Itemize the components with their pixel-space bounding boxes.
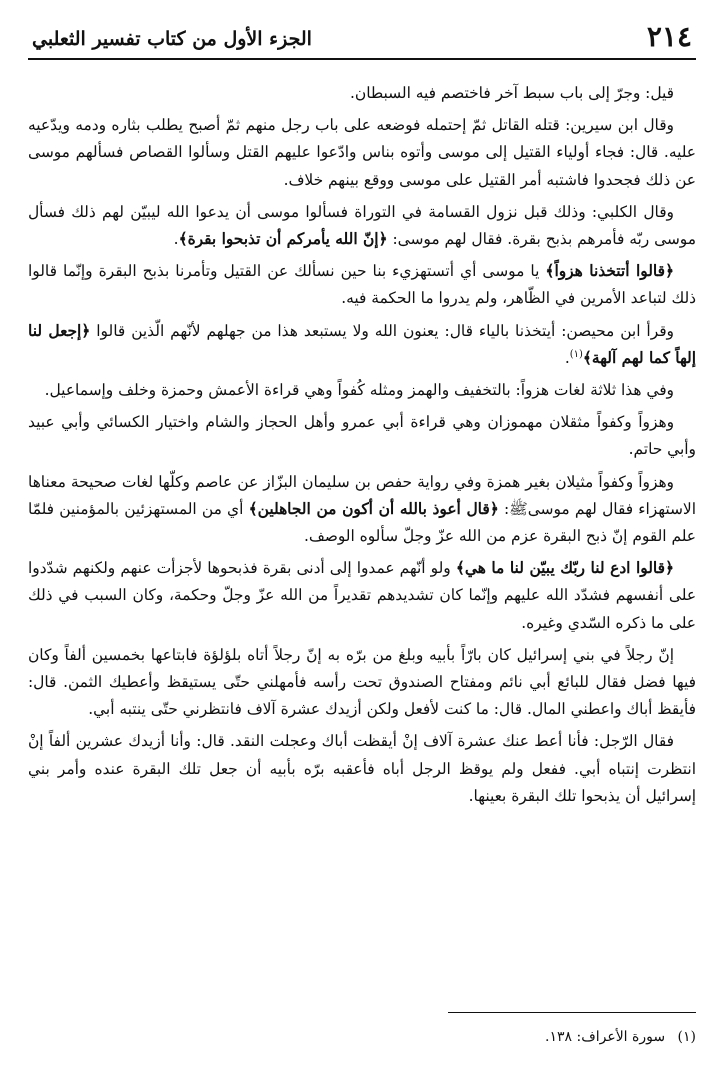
paragraph bbox=[28, 258, 696, 312]
paragraph bbox=[28, 80, 696, 107]
page-header bbox=[28, 18, 696, 60]
paragraph bbox=[28, 642, 696, 724]
paragraph-text: وقرأ ابن محيصن: أيتخذنا بالياء قال: يعنون الله ولا يستبعد هذا من جهلهم لأنّهم الّذين قالوا bbox=[96, 321, 674, 340]
footnote-text: سورة الأعراف: ١٣٨. bbox=[545, 1029, 666, 1045]
footnote-marker: (١) bbox=[677, 1029, 696, 1045]
paragraph bbox=[28, 409, 696, 463]
quran-quote: ﴿قالوا ادع لنا ربّك يبيّن لنا ما هي﴾ bbox=[455, 559, 674, 578]
page-body bbox=[28, 80, 696, 810]
book-page bbox=[28, 18, 696, 1075]
paragraph bbox=[28, 469, 696, 551]
paragraph-text: . bbox=[564, 348, 570, 367]
quran-quote: ﴿إنّ الله يأمركم أن تذبحوا بقرة﴾ bbox=[178, 230, 388, 249]
paragraph-text: إنّ رجلاً في بني إسرائيل كان بارّاً بأبيه وبلغ من برّه به إنّ رجلاً أتاه بلؤلؤة فابتاعها بخمسين ألفاً وكان فيها فضل فقال للبائع أبي نائم ومفتاح الصندوق تحت رأسه فأمهلني حتّى يستيقظ وأعطيك الثمن. قال: فأيقظ أباك واعطني المال. قال: ما كنت لأفعل ولكن أزيدك عشرة آلاف فانتظرني حتّى ينتبه أبي. bbox=[28, 645, 696, 719]
paragraph bbox=[28, 112, 696, 194]
paragraph-text: قيل: وجرّ إلى باب سبط آخر فاختصم فيه السبطان. bbox=[350, 84, 674, 102]
footnote-reference: (١) bbox=[569, 348, 583, 360]
paragraph-text: ولو أنّهم عمدوا إلى أدنى بقرة فذبحوها لأجزأت عنهم ولكنهم شدّدوا على أنفسهم فشدّد الله عليهم وإنّما كان تشديدهم تقديراً من الله عزّ وجلّ وحكمة، وكان السبب في ذلك على ما ذكره السّدي وغيره. bbox=[28, 559, 696, 632]
paragraph-text: وقال ابن سيرين: قتله القاتل ثمّ إحتمله فوضعه على باب رجل منهم ثمّ أصبح يطلب بثاره ودمه ويدّعيه عليه. قال: فجاء أولياء القتيل إلى موسى وأتوه بناس وادّعوا عليهم القتل وسألوا القصاص فسألهم موسى عن ذلك فجحدوا فاشتبه أمر القتيل على موسى ووقع بينهم خلاف. bbox=[28, 116, 696, 189]
paragraph-text: وفي هذا ثلاثة لغات هزواً: بالتخفيف والهمز ومثله كُفواً وهي قراءة الأعمش وحمزة وخلف وإسماعيل. bbox=[44, 381, 674, 400]
running-title: الجزء الأول من كتاب تفسير الثعلبي bbox=[32, 28, 312, 50]
paragraph bbox=[28, 377, 696, 404]
paragraph-text: وقال الكلبي: وذلك قبل نزول القسامة في التوراة فسألوا موسى أن يدعوا الله ليبيّن لهم ذلك فسأل موسى ربّه فأمرهم بذبح بقرة. فقال لهم موسى: bbox=[28, 202, 696, 249]
footnote bbox=[545, 1026, 696, 1048]
paragraph bbox=[28, 555, 696, 637]
quran-quote: ﴿إجعل لنا إلهاً كما لهم آلهة﴾ bbox=[28, 321, 696, 367]
quran-quote: ﴿قال أعوذ بالله أن أكون من الجاهلين﴾ bbox=[248, 499, 499, 518]
paragraph-text: فقال الرّجل: فأنا أعط عنك عشرة آلاف إنْ أيقظت أباك وعجلت النقد. قال: وأنا أزيدك عشرين ألفاً إنْ انتظرت إنتباه أبي. ففعل ولم يوقظ الرجل أباه فأعقبه برّه بأبيه أن جعل تلك البقرة عنده وأمر بني إسرائيل أن يذبحوا تلك البقرة بعينها. bbox=[28, 732, 696, 805]
paragraph-text: وهزواً وكفواً مثيلان بغير همزة وفي رواية حفص بن سليمان البزّاز عن عاصم وكلّها لغات صحيحة معناها الاستهزاء فقال لهم موسىﷺ: bbox=[28, 472, 696, 518]
quran-quote: ﴿قالوا أتتخذنا هزواً﴾ bbox=[545, 262, 674, 281]
paragraph-text: يا موسى أي أتستهزيء بنا حين نسألك عن القتيل وتأمرنا بذبح البقرة وإنّما قالوا ذلك لتباعد الأمرين في الظّاهر، ولم يدروا ما الحكمة فيه. bbox=[28, 262, 696, 308]
paragraph-text: وهزواً وكفواً مثقلان مهموزان وهي قراءة أبي عمرو وأهل الحجاز والشام واختيار الكسائي وأبي عبيد وأبي حاتم. bbox=[28, 413, 696, 459]
paragraph bbox=[28, 728, 696, 810]
paragraph-text: أي من المستهزئين بالمؤمنين فلمّا علم القوم إنّ ذبح البقرة عزم من الله عزّ وجلّ سألوه الوصف. bbox=[28, 499, 696, 546]
paragraph bbox=[28, 199, 696, 253]
page-number: ٢١٤ bbox=[646, 20, 692, 53]
paragraph-text: . bbox=[173, 230, 179, 249]
paragraph bbox=[28, 318, 696, 372]
footnote-divider bbox=[448, 1012, 696, 1013]
